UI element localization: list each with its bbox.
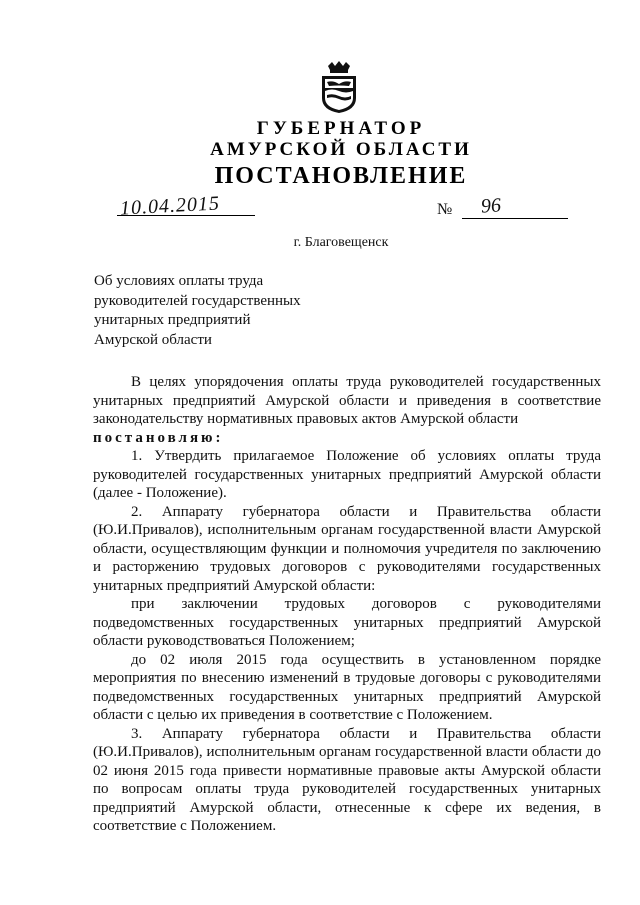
subject-line: унитарных предприятий [94,312,251,328]
document-title: ПОСТАНОВЛЕНИЕ [214,163,468,189]
number-underline [462,218,568,219]
document-subject [94,272,394,350]
coat-of-arms-emblem [319,60,359,114]
subject-line: руководителей государственных [94,292,301,309]
intro-paragraph: В целях упорядочения оплаты труда руководителей государственных унитарных предприятий Амурской области и приведения в соответствие законодательству нормативных правовых актов Амурской области [93,374,601,427]
header-governor: ГУБЕРНАТОР [256,118,426,139]
paragraph-2b: до 02 июля 2015 года осуществить в установленном порядке мероприятия по внесению изменений в трудовые договоры с руководителями подведомственных государственных унитарных предприятий Амурской области с целью их приведения в соответствие с Положением. [93,651,601,723]
header-region: АМУРСКОЙ ОБЛАСТИ [210,139,472,160]
subject-line: Амурской области [94,331,212,348]
document-date: 10.04.2015 [119,192,221,220]
paragraph-1: 1. Утвердить прилагаемое Положение об условиях оплаты труда руководителей государственных унитарных предприятий Амурской области (далее - Положение). [93,448,601,501]
paragraph-3: 3. Аппарату губернатора области и Правительства области (Ю.И.Привалов), исполнительным органам государственной власти области до 02 июня 2015 года привести нормативные правовые акты Амурской области по вопросам оплаты труда руководителей государственных унитарных предприятий Амурской области, отнесенные к сфере их ведения, в соответствие с Положением. [93,725,601,834]
number-label: № [437,201,453,218]
decree-word: постановляю: [93,429,224,446]
document-number: 96 [480,194,502,218]
paragraph-2a: при заключении трудовых договоров с руководителями подведомственных государственных унитарных предприятий Амурской области руководствоваться Положением; [93,596,601,649]
date-underline [117,215,255,216]
city-line: г. Благовещенск [293,235,389,250]
subject-line: Об условиях оплаты труда [94,273,264,289]
paragraph-2: 2. Аппарату губернатора области и Правительства области (Ю.И.Привалов), исполнительным органам государственной власти Амурской области, осуществляющим функции и полномочия учредителя по заключению и расторжению трудовых договоров с руководителями государственных унитарных предприятий Амурской области: [93,503,601,594]
document-body [93,373,601,836]
